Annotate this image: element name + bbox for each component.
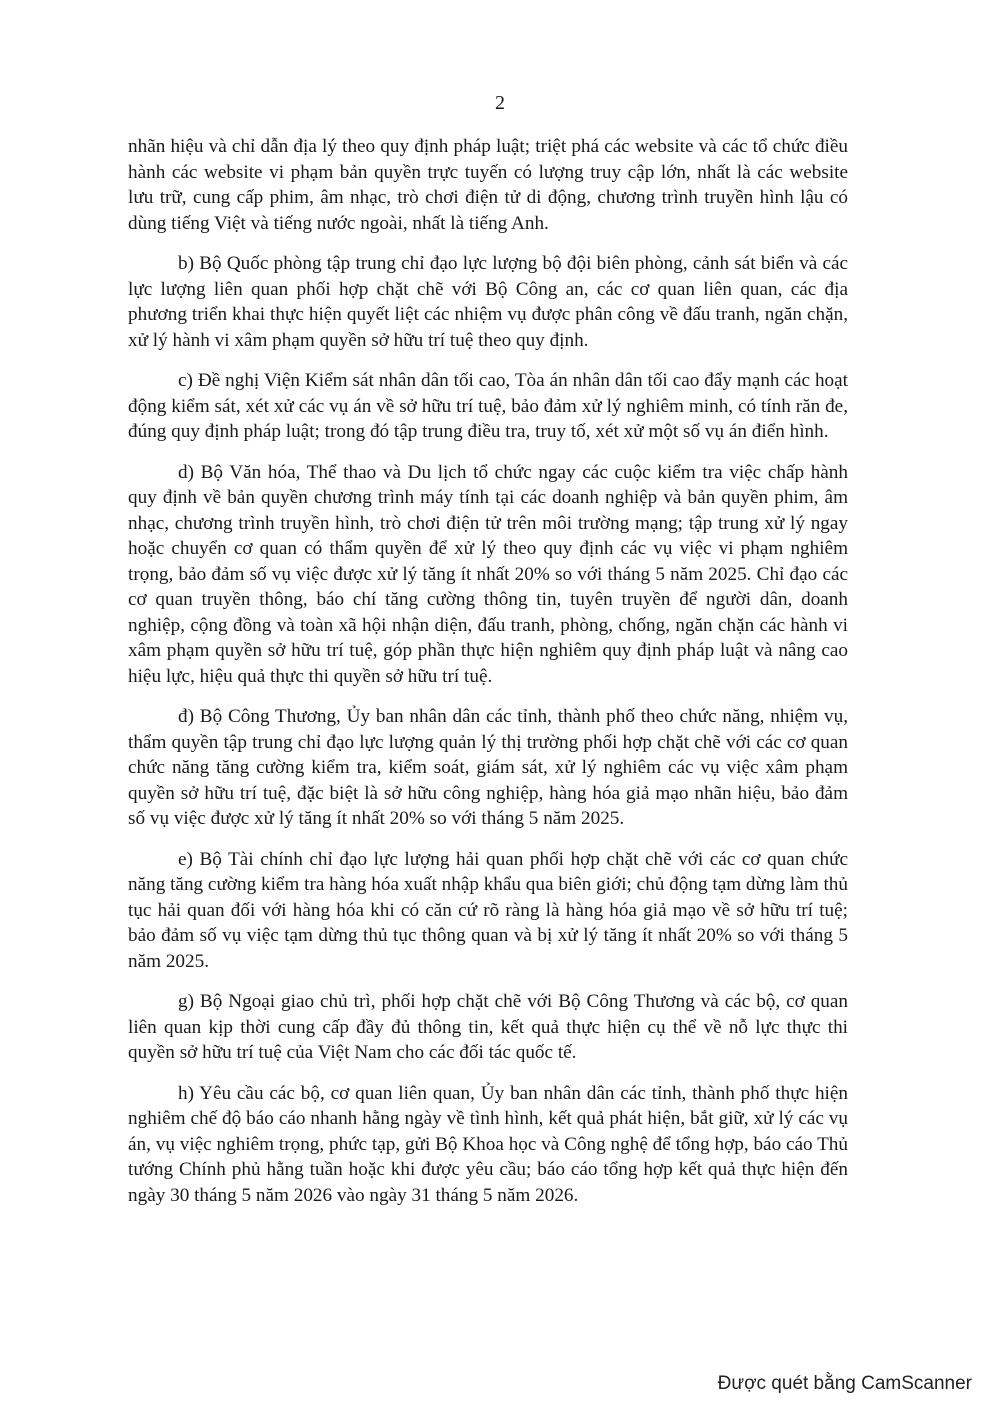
scanner-watermark: Được quét bằng CamScanner: [717, 1373, 972, 1394]
paragraph-e: e) Bộ Tài chính chỉ đạo lực lượng hải quan phối hợp chặt chẽ với các cơ quan chức năng tăng cường kiểm tra hàng hóa xuất nhập khẩu qua biên giới; chủ động tạm dừng làm thủ tục hải quan đối với hàng hóa khi có căn cứ rõ ràng là hàng hóa giả mạo về sở hữu trí tuệ; bảo đảm số vụ việc tạm dừng thủ tục thông quan và bị xử lý tăng ít nhất 20% so với tháng 5 năm 2025.: [128, 848, 848, 972]
paragraph-c: c) Đề nghị Viện Kiểm sát nhân dân tối cao, Tòa án nhân dân tối cao đẩy mạnh các hoạt động kiểm sát, xét xử các vụ án về sở hữu trí tuệ, bảo đảm xử lý nghiêm minh, có tính răn đe, đúng quy định pháp luật; trong đó tập trung điều tra, truy tố, xét xử một số vụ án điển hình.: [128, 370, 848, 442]
paragraph-g: g) Bộ Ngoại giao chủ trì, phối hợp chặt chẽ với Bộ Công Thương và các bộ, cơ quan liên quan kịp thời cung cấp đầy đủ thông tin, kết quả thực hiện cụ thể về nỗ lực thực thi quyền sở hữu trí tuệ của Việt Nam cho các đối tác quốc tế.: [128, 991, 848, 1063]
paragraph-continuation: nhãn hiệu và chỉ dẫn địa lý theo quy định pháp luật; triệt phá các website và các tổ chức điều hành các website vi phạm bản quyền trực tuyến có lượng truy cập lớn, nhất là các website lưu trữ, cung cấp phim, âm nhạc, trò chơi điện tử di động, chương trình truyền hình lậu có dùng tiếng Việt và tiếng nước ngoài, nhất là tiếng Anh.: [128, 136, 848, 234]
paragraph-dd: đ) Bộ Công Thương, Ủy ban nhân dân các tỉnh, thành phố theo chức năng, nhiệm vụ, thẩm quyền tập trung chỉ đạo lực lượng quản lý thị trường phối hợp chặt chẽ với các cơ quan chức năng tăng cường kiểm tra, kiểm soát, giám sát, xử lý nghiêm các vụ việc xâm phạm quyền sở hữu trí tuệ, đặc biệt là sở hữu công nghiệp, hàng hóa giả mạo nhãn hiệu, bảo đảm số vụ việc được xử lý tăng ít nhất 20% so với tháng 5 năm 2025.: [128, 706, 848, 829]
page-number: 2: [495, 92, 505, 114]
paragraph-h: h) Yêu cầu các bộ, cơ quan liên quan, Ủy ban nhân dân các tỉnh, thành phố thực hiện nghiêm chế độ báo cáo nhanh hằng ngày về tình hình, kết quả phát hiện, bắt giữ, xử lý các vụ án, vụ việc nghiêm trọng, phức tạp, gửi Bộ Khoa học và Công nghệ để tổng hợp, báo cáo Thủ tướng Chính phủ hằng tuần hoặc khi được yêu cầu; báo cáo tổng hợp kết quả thực hiện đến ngày 30 tháng 5 năm 2026 vào ngày 31 tháng 5 năm 2026.: [128, 1082, 848, 1206]
paragraph-b: b) Bộ Quốc phòng tập trung chỉ đạo lực lượng bộ đội biên phòng, cảnh sát biển và các lực lượng liên quan phối hợp chặt chẽ với Bộ Công an, các cơ quan liên quan, các địa phương triển khai thực hiện quyết liệt các nhiệm vụ được phân công về đấu tranh, ngăn chặn, xử lý hành vi xâm phạm quyền sở hữu trí tuệ theo quy định.: [128, 253, 848, 351]
paragraph-d: d) Bộ Văn hóa, Thể thao và Du lịch tổ chức ngay các cuộc kiểm tra việc chấp hành quy định về bản quyền chương trình máy tính tại các doanh nghiệp và bản quyền phim, âm nhạc, chương trình truyền hình, trò chơi điện tử trên môi trường mạng; tập trung xử lý ngay hoặc chuyển cơ quan có thẩm quyền để xử lý theo quy định các vụ việc vi phạm nghiêm trọng, bảo đảm số vụ việc được xử lý tăng ít nhất 20% so với tháng 5 năm 2025. Chỉ đạo các cơ quan truyền thông, báo chí tăng cường thông tin, tuyên truyền để người dân, doanh nghiệp, cộng đồng và toàn xã hội nhận diện, đấu tranh, phòng, chống, ngăn chặn các hành vi xâm phạm quyền sở hữu trí tuệ, góp phần thực hiện nghiêm quy định pháp luật và nâng cao hiệu lực, hiệu quả thực thi quyền sở hữu trí tuệ.: [128, 461, 848, 687]
document-body: [128, 134, 848, 1223]
